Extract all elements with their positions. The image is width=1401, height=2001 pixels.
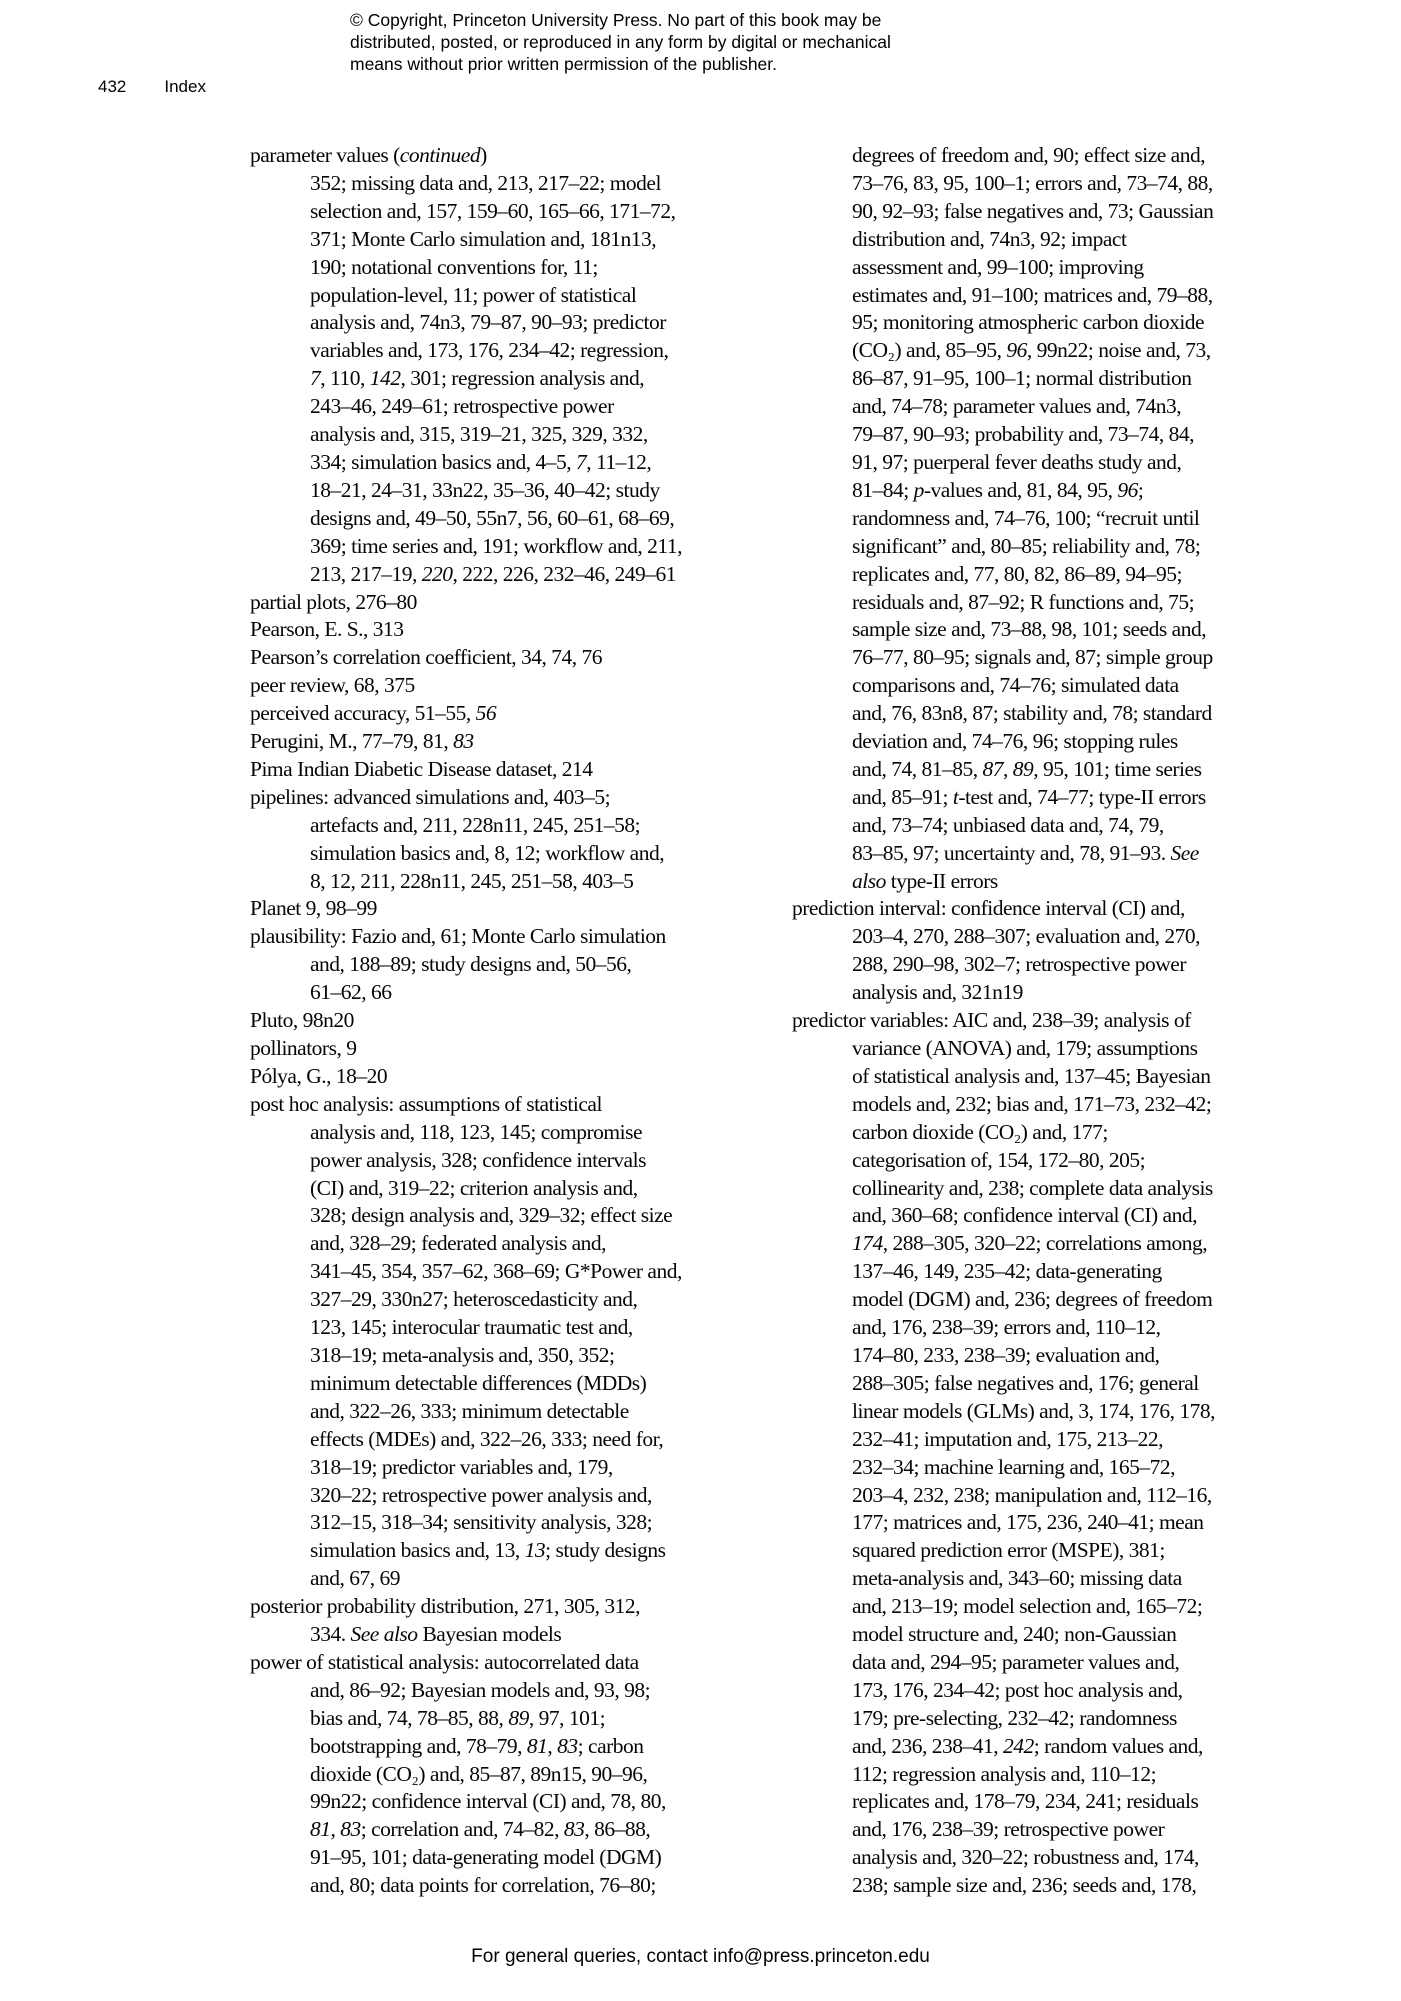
index-line: and, 74–78; parameter values and, 74n3, bbox=[852, 394, 1182, 419]
copyright-notice bbox=[350, 10, 891, 75]
index-line: power of statistical analysis: autocorrelated data bbox=[250, 1649, 639, 1674]
index-line: minimum detectable differences (MDDs) bbox=[310, 1370, 647, 1395]
index-line: estimates and, 91–100; matrices and, 79–88, bbox=[852, 282, 1213, 307]
index-line: 334; simulation basics and, 4–5, 7, 11–12, bbox=[310, 449, 652, 474]
index-line: 312–15, 318–34; sensitivity analysis, 328; bbox=[310, 1510, 653, 1535]
index-line: 288–305; false negatives and, 176; general bbox=[852, 1370, 1199, 1395]
index-line: variables and, 173, 176, 234–42; regression, bbox=[310, 338, 669, 363]
index-line: Planet 9, 98–99 bbox=[250, 896, 377, 921]
index-column-left bbox=[250, 142, 740, 1900]
index-line: effects (MDEs) and, 322–26, 333; need for, bbox=[310, 1426, 664, 1451]
index-line: 327–29, 330n27; heteroscedasticity and, bbox=[310, 1287, 638, 1312]
index-line: post hoc analysis: assumptions of statistical bbox=[250, 1091, 602, 1116]
index-line: replicates and, 77, 80, 82, 86–89, 94–95; bbox=[852, 561, 1183, 586]
index-line: 61–62, 66 bbox=[310, 980, 392, 1005]
index-line: perceived accuracy, 51–55, 56 bbox=[250, 701, 497, 726]
index-line: (CO₂) and, 85–95, 96, 99n22; noise and, 73, bbox=[852, 338, 1211, 363]
page-number: 432 bbox=[98, 77, 127, 96]
index-line: bias and, 74, 78–85, 88, 89, 97, 101; bbox=[310, 1705, 606, 1730]
index-line: Pólya, G., 18–20 bbox=[250, 1063, 388, 1088]
index-line: distribution and, 74n3, 92; impact bbox=[852, 226, 1127, 251]
index-line: 99n22; confidence interval (CI) and, 78, 80, bbox=[310, 1789, 666, 1814]
index-line: and, 74, 81–85, 87, 89, 95, 101; time series bbox=[852, 756, 1202, 781]
index-line: designs and, 49–50, 55n7, 56, 60–61, 68–69, bbox=[310, 505, 675, 530]
index-line: significant” and, 80–85; reliability and, 78; bbox=[852, 533, 1201, 558]
index-line: 91, 97; puerperal fever deaths study and, bbox=[852, 449, 1182, 474]
index-line: assessment and, 99–100; improving bbox=[852, 254, 1144, 279]
index-line: 7, 110, 142, 301; regression analysis and, bbox=[310, 366, 645, 391]
index-line: and, 176, 238–39; errors and, 110–12, bbox=[852, 1315, 1161, 1340]
footer-contact: For general queries, contact info@press.princeton.edu bbox=[471, 1946, 930, 1967]
index-line: bootstrapping and, 78–79, 81, 83; carbon bbox=[310, 1733, 644, 1758]
index-line: Pima Indian Diabetic Disease dataset, 214 bbox=[250, 756, 593, 781]
index-line: 318–19; predictor variables and, 179, bbox=[310, 1454, 613, 1479]
index-line: predictor variables: AIC and, 238–39; analysis of bbox=[792, 1008, 1191, 1033]
index-line: squared prediction error (MSPE), 381; bbox=[852, 1538, 1165, 1563]
index-line: 174–80, 233, 238–39; evaluation and, bbox=[852, 1342, 1160, 1367]
index-line: analysis and, 320–22; robustness and, 174, bbox=[852, 1845, 1199, 1870]
index-line: model structure and, 240; non-Gaussian bbox=[852, 1622, 1177, 1647]
index-line: carbon dioxide (CO₂) and, 177; bbox=[852, 1119, 1108, 1144]
index-line: and, 213–19; model selection and, 165–72; bbox=[852, 1594, 1203, 1619]
index-line: 232–41; imputation and, 175, 213–22, bbox=[852, 1426, 1164, 1451]
index-line: degrees of freedom and, 90; effect size and, bbox=[852, 143, 1206, 167]
index-line: 288, 290–98, 302–7; retrospective power bbox=[852, 952, 1186, 977]
index-line: 190; notational conventions for, 11; bbox=[310, 254, 598, 279]
index-line: data and, 294–95; parameter values and, bbox=[852, 1649, 1180, 1674]
index-line: 81, 83; correlation and, 74–82, 83, 86–88, bbox=[310, 1817, 651, 1842]
index-line: posterior probability distribution, 271, 305, 312, bbox=[250, 1594, 641, 1619]
index-line: comparisons and, 74–76; simulated data bbox=[852, 673, 1179, 698]
index-line: 91–95, 101; data-generating model (DGM) bbox=[310, 1845, 662, 1870]
index-line: of statistical analysis and, 137–45; Bayesian bbox=[852, 1063, 1211, 1088]
index-line: 76–77, 80–95; signals and, 87; simple group bbox=[852, 645, 1213, 670]
index-line: and, 67, 69 bbox=[310, 1566, 401, 1591]
index-line: selection and, 157, 159–60, 165–66, 171–72, bbox=[310, 198, 676, 223]
index-line: 213, 217–19, 220, 222, 226, 232–46, 249–61 bbox=[310, 561, 676, 586]
index-line: randomness and, 74–76, 100; “recruit until bbox=[852, 505, 1200, 530]
index-line: 90, 92–93; false negatives and, 73; Gaussian bbox=[852, 198, 1214, 223]
index-line: also type-II errors bbox=[852, 868, 998, 893]
index-line: Pearson, E. S., 313 bbox=[250, 617, 404, 642]
index-line: artefacts and, 211, 228n11, 245, 251–58; bbox=[310, 812, 641, 837]
section-title: Index bbox=[164, 77, 206, 96]
index-line: simulation basics and, 8, 12; workflow and, bbox=[310, 840, 665, 865]
index-line: parameter values (continued) bbox=[250, 143, 487, 167]
index-column-right bbox=[792, 142, 1247, 1900]
index-line: 174, 288–305, 320–22; correlations among, bbox=[852, 1231, 1208, 1256]
index-line: and, 188–89; study designs and, 50–56, bbox=[310, 952, 632, 977]
index-line: 334. See also Bayesian models bbox=[310, 1622, 562, 1647]
index-line: 137–46, 149, 235–42; data-generating bbox=[852, 1259, 1162, 1284]
index-line: simulation basics and, 13, 13; study designs bbox=[310, 1538, 666, 1563]
index-line: 318–19; meta-analysis and, 350, 352; bbox=[310, 1342, 615, 1367]
index-line: 369; time series and, 191; workflow and, 211, bbox=[310, 533, 682, 558]
index-line: categorisation of, 154, 172–80, 205; bbox=[852, 1147, 1146, 1172]
index-line: and, 236, 238–41, 242; random values and, bbox=[852, 1733, 1203, 1758]
index-line: 83–85, 97; uncertainty and, 78, 91–93. See bbox=[852, 840, 1199, 865]
index-line: power analysis, 328; confidence intervals bbox=[310, 1147, 646, 1172]
index-line: and, 328–29; federated analysis and, bbox=[310, 1231, 607, 1256]
index-line: residuals and, 87–92; R functions and, 75; bbox=[852, 589, 1195, 614]
index-line: 86–87, 91–95, 100–1; normal distribution bbox=[852, 366, 1192, 391]
index-line: linear models (GLMs) and, 3, 174, 176, 178, bbox=[852, 1398, 1216, 1423]
index-line: analysis and, 74n3, 79–87, 90–93; predictor bbox=[310, 310, 666, 335]
index-line: 320–22; retrospective power analysis and, bbox=[310, 1482, 652, 1507]
index-line: sample size and, 73–88, 98, 101; seeds and, bbox=[852, 617, 1207, 642]
index-line: 18–21, 24–31, 33n22, 35–36, 40–42; study bbox=[310, 477, 660, 502]
index-line: 352; missing data and, 213, 217–22; model bbox=[310, 170, 661, 195]
index-line: 232–34; machine learning and, 165–72, bbox=[852, 1454, 1176, 1479]
index-line: 203–4, 270, 288–307; evaluation and, 270, bbox=[852, 924, 1200, 949]
index-line: 8, 12, 211, 228n11, 245, 251–58, 403–5 bbox=[310, 868, 634, 893]
index-line: replicates and, 178–79, 234, 241; residuals bbox=[852, 1789, 1199, 1814]
index-line: 73–76, 83, 95, 100–1; errors and, 73–74, 88, bbox=[852, 170, 1213, 195]
index-line: Pearson’s correlation coefficient, 34, 74, 76 bbox=[250, 645, 603, 670]
index-line: 177; matrices and, 175, 236, 240–41; mean bbox=[852, 1510, 1204, 1535]
index-line: (CI) and, 319–22; criterion analysis and, bbox=[310, 1175, 638, 1200]
copyright-line: distributed, posted, or reproduced in any form by digital or mechanical bbox=[350, 31, 891, 52]
index-line: dioxide (CO₂) and, 85–87, 89n15, 90–96, bbox=[310, 1761, 648, 1786]
index-line: deviation and, 74–76, 96; stopping rules bbox=[852, 729, 1178, 754]
index-line: 371; Monte Carlo simulation and, 181n13, bbox=[310, 226, 657, 251]
index-line: model (DGM) and, 236; degrees of freedom bbox=[852, 1287, 1213, 1312]
index-line: and, 360–68; confidence interval (CI) and, bbox=[852, 1203, 1197, 1228]
copyright-line: means without prior written permission of the publisher. bbox=[350, 53, 778, 74]
index-line: meta-analysis and, 343–60; missing data bbox=[852, 1566, 1182, 1591]
index-line: analysis and, 315, 319–21, 325, 329, 332, bbox=[310, 422, 648, 447]
index-line: 238; sample size and, 236; seeds and, 178, bbox=[852, 1873, 1197, 1898]
index-line: 79–87, 90–93; probability and, 73–74, 84, bbox=[852, 422, 1194, 447]
index-line: peer review, 68, 375 bbox=[250, 673, 415, 698]
index-line: 341–45, 354, 357–62, 368–69; G*Power and, bbox=[310, 1259, 682, 1284]
index-line: 173, 176, 234–42; post hoc analysis and, bbox=[852, 1677, 1183, 1702]
index-line: population-level, 11; power of statistical bbox=[310, 282, 637, 307]
index-line: and, 86–92; Bayesian models and, 93, 98; bbox=[310, 1677, 651, 1702]
index-line: 95; monitoring atmospheric carbon dioxide bbox=[852, 310, 1205, 335]
index-line: plausibility: Fazio and, 61; Monte Carlo simulation bbox=[250, 924, 666, 949]
index-line: 179; pre-selecting, 232–42; randomness bbox=[852, 1705, 1177, 1730]
index-line: models and, 232; bias and, 171–73, 232–42; bbox=[852, 1091, 1212, 1116]
index-line: 328; design analysis and, 329–32; effect size bbox=[310, 1203, 673, 1228]
index-line: partial plots, 276–80 bbox=[250, 589, 417, 614]
index-line: prediction interval: confidence interval (CI) and, bbox=[792, 896, 1185, 921]
index-line: and, 80; data points for correlation, 76–80; bbox=[310, 1873, 656, 1898]
index-line: 123, 145; interocular traumatic test and, bbox=[310, 1315, 633, 1340]
index-line: pollinators, 9 bbox=[250, 1036, 357, 1060]
index-line: analysis and, 321n19 bbox=[852, 980, 1023, 1005]
index-line: 112; regression analysis and, 110–12; bbox=[852, 1761, 1157, 1786]
index-line: analysis and, 118, 123, 145; compromise bbox=[310, 1119, 643, 1144]
index-line: and, 73–74; unbiased data and, 74, 79, bbox=[852, 812, 1164, 837]
index-line: collinearity and, 238; complete data analysis bbox=[852, 1175, 1213, 1200]
index-line: Pluto, 98n20 bbox=[250, 1008, 354, 1033]
page-header bbox=[98, 77, 206, 97]
index-line: Perugini, M., 77–79, 81, 83 bbox=[250, 729, 474, 754]
index-line: and, 76, 83n8, 87; stability and, 78; standard bbox=[852, 701, 1212, 726]
index-line: 81–84; p-values and, 81, 84, 95, 96; bbox=[852, 477, 1144, 502]
copyright-line: © Copyright, Princeton University Press. No part of this book may be bbox=[350, 10, 882, 30]
index-line: and, 322–26, 333; minimum detectable bbox=[310, 1398, 629, 1423]
index-line: variance (ANOVA) and, 179; assumptions bbox=[852, 1036, 1198, 1060]
index-line: and, 85–91; t-test and, 74–77; type-II errors bbox=[852, 784, 1206, 809]
index-line: 203–4, 232, 238; manipulation and, 112–16, bbox=[852, 1482, 1212, 1507]
index-line: and, 176, 238–39; retrospective power bbox=[852, 1817, 1165, 1842]
index-line: 243–46, 249–61; retrospective power bbox=[310, 394, 614, 419]
index-line: pipelines: advanced simulations and, 403–5; bbox=[250, 784, 611, 809]
